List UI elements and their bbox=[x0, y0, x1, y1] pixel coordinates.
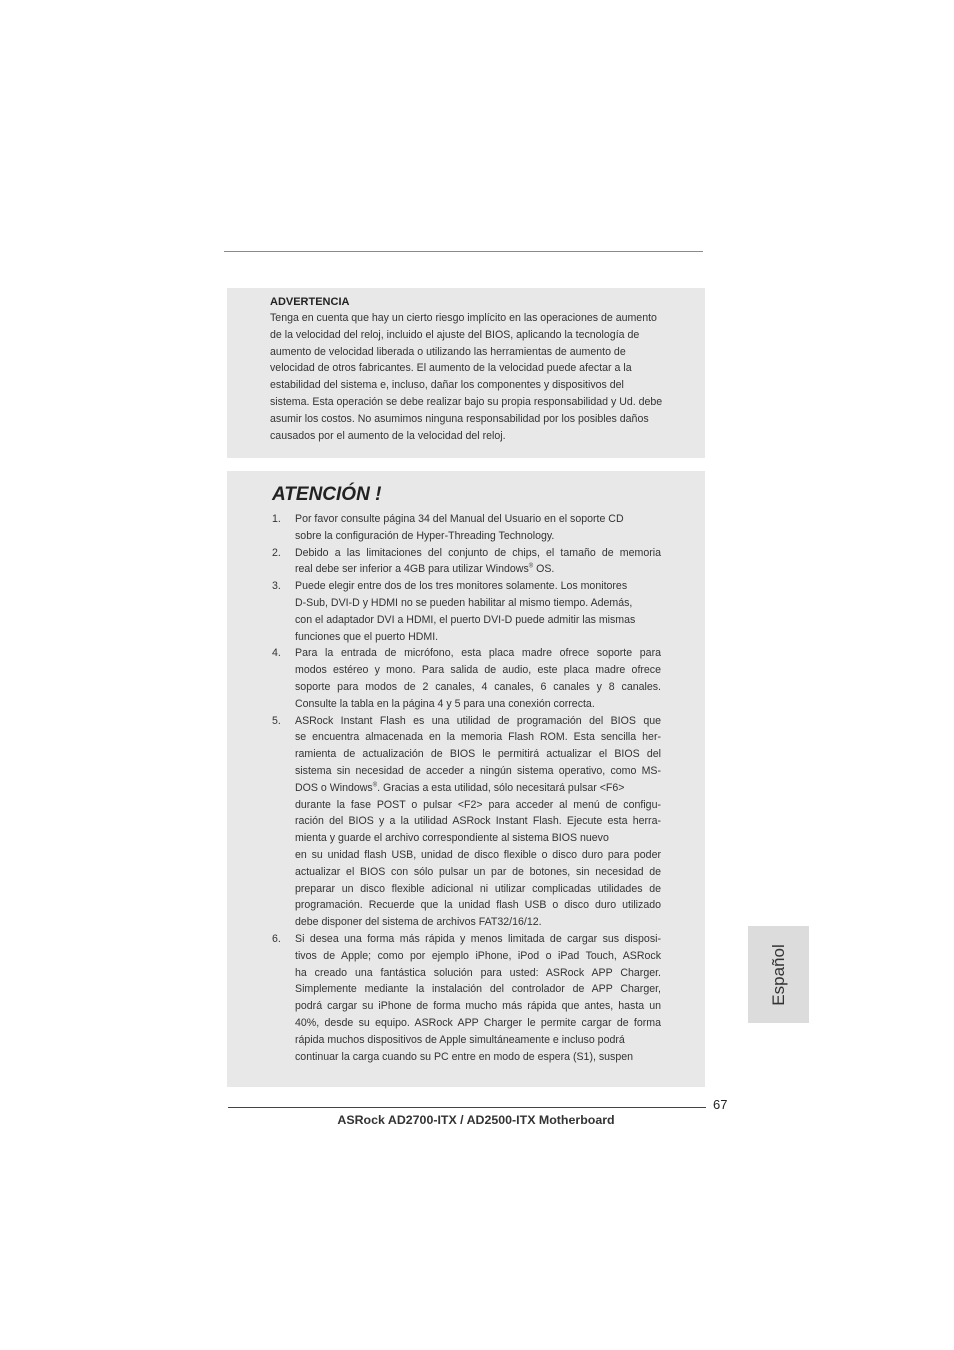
list-item bbox=[270, 713, 661, 931]
item-number: 2. bbox=[272, 546, 281, 559]
language-tab bbox=[748, 926, 809, 1023]
item-line: rápida muchos dispositivos de Apple simultáneamente e incluso podrá bbox=[295, 1033, 625, 1046]
warning-box bbox=[227, 288, 705, 458]
list-item bbox=[270, 511, 661, 545]
item-text: . Gracias a esta utilidad, sólo necesitará pulsar <F6> bbox=[377, 781, 625, 794]
item-line: programación. Recuerde que la unidad flash USB o disco duro utilizado bbox=[295, 899, 661, 912]
warning-line: velocidad de otros fabricantes. El aumento de la velocidad puede afectar a la bbox=[270, 362, 632, 375]
item-line: modos estéreo y mono. Para salida de audio, este placa madre ofrece bbox=[295, 664, 661, 677]
footer-divider bbox=[228, 1107, 706, 1108]
item-number: 6. bbox=[272, 932, 281, 945]
warning-line: sistema. Esta operación se debe realizar bajo su propia responsabilidad y Ud. debe bbox=[270, 395, 663, 408]
item-line: Si desea una forma más rápida y menos limitada de cargar sus disposi- bbox=[295, 932, 661, 945]
item-line: se encuentra almacenada en la memoria Flash ROM. Esta sencilla her- bbox=[295, 731, 661, 744]
item-number: 5. bbox=[272, 714, 281, 727]
item-line: soporte para modos de 2 canales, 4 canales, 6 canales y 8 canales. bbox=[295, 680, 661, 693]
warning-line: estabilidad del sistema e, incluso, dañar los componentes y dispositivos del bbox=[270, 379, 624, 392]
item-line bbox=[295, 780, 661, 797]
item-line: ASRock Instant Flash es una utilidad de programación del BIOS que bbox=[295, 714, 661, 727]
list-item bbox=[270, 645, 661, 712]
item-line: ha creado una fantástica solución para usted: ASRock APP Charger. bbox=[295, 966, 661, 979]
list-item bbox=[270, 931, 661, 1065]
item-number: 1. bbox=[272, 513, 281, 525]
item-line: debe disponer del sistema de archivos FAT32/16/12. bbox=[295, 916, 542, 929]
item-line: sistema sin necesidad de acceder a ningún sistema operativo, como MS- bbox=[295, 764, 661, 777]
warning-line: aumento de velocidad liberada o utilizando las herramientas de aumento de bbox=[270, 345, 626, 358]
item-line: ramienta de actualización de BIOS le permitirá actualizar el BIOS del bbox=[295, 748, 661, 761]
list-item bbox=[270, 545, 661, 579]
item-line: D-Sub, DVI-D y HDMI no se pueden habilitar al mismo tiempo. Además, bbox=[295, 596, 633, 609]
item-line: Por favor consulte página 34 del Manual del Usuario en el soporte CD bbox=[295, 513, 624, 525]
registered-mark: ® bbox=[528, 563, 534, 570]
item-line: 40%, desde su equipo. ASRock APP Charger le permite cargar de forma bbox=[295, 1016, 661, 1029]
page-number: 67 bbox=[713, 1097, 728, 1112]
item-text: OS. bbox=[533, 563, 555, 576]
warning-text bbox=[270, 310, 687, 444]
item-line: continuar la carga cuando su PC entre en modo de espera (S1), suspen bbox=[295, 1050, 634, 1063]
item-line: en su unidad flash USB, unidad de disco flexible o disco duro para poder bbox=[295, 848, 661, 861]
item-number: 3. bbox=[272, 580, 281, 593]
item-line: podrá cargar su iPhone de forma mucho más rápida que antes, hasta un bbox=[295, 1000, 661, 1013]
warning-line: de la velocidad del reloj, incluido el ajuste del BIOS, aplicando la tecnología de bbox=[270, 328, 640, 341]
warning-line: Tenga en cuenta que hay un cierto riesgo implícito en las operaciones de aumento bbox=[270, 312, 657, 324]
item-text: DOS o Windows bbox=[295, 781, 373, 794]
warning-line: asumir los costos. No asumimos ninguna responsabilidad por los posibles daños bbox=[270, 412, 649, 425]
top-divider bbox=[224, 251, 703, 252]
item-line: Simplemente mediante la instalación del controlador de APP Charger, bbox=[295, 983, 661, 996]
item-line: Debido a las limitaciones del conjunto de chips, el tamaño de memoria bbox=[295, 546, 661, 559]
item-line bbox=[295, 561, 661, 578]
item-line: Puede elegir entre dos de los tres monitores solamente. Los monitores bbox=[295, 580, 628, 593]
item-line: con el adaptador DVI a HDMI, el puerto DVI-D puede admitir las mismas bbox=[295, 613, 636, 626]
registered-mark: ® bbox=[372, 782, 378, 789]
item-text: real debe ser inferior a 4GB para utilizar Windows bbox=[295, 563, 529, 576]
warning-line: causados por el aumento de la velocidad del reloj. bbox=[270, 429, 506, 442]
item-line: actualizar el BIOS con sólo pulsar un par de botones, sin necesidad de bbox=[295, 865, 661, 878]
item-line: mienta y guarde el archivo correspondiente al sistema BIOS nuevo bbox=[295, 832, 609, 845]
item-line: Para la entrada de micrófono, esta placa madre ofrece soporte para bbox=[295, 647, 661, 660]
language-tab-label: Español bbox=[768, 943, 788, 1006]
item-line: tivos de Apple; como por ejemplo iPhone, iPod o iPad Touch, ASRock bbox=[295, 949, 661, 962]
item-number: 4. bbox=[272, 647, 281, 660]
item-line: funciones que el puerto HDMI. bbox=[295, 630, 439, 643]
list-item bbox=[270, 578, 661, 645]
attention-list bbox=[270, 511, 661, 1065]
footer-title: ASRock AD2700-ITX / AD2500-ITX Motherboard bbox=[337, 1113, 615, 1127]
item-line: sobre la configuración de Hyper-Threading Technology. bbox=[295, 529, 555, 542]
attention-box bbox=[227, 471, 705, 1087]
item-line: ración del BIOS y a la utilidad ASRock Instant Flash. Ejecute esta herra- bbox=[295, 815, 661, 828]
item-line: Consulte la tabla en la página 4 y 5 para una conexión correcta. bbox=[295, 697, 595, 710]
warning-title: ADVERTENCIA bbox=[270, 296, 350, 308]
attention-title: ATENCIÓN ! bbox=[272, 484, 382, 505]
item-line: durante la fase POST o pulsar <F2> para acceder al menú de configu- bbox=[295, 798, 661, 811]
item-line: preparar un disco flexible adicional ni utilizar complicadas utilidades de bbox=[295, 882, 661, 895]
